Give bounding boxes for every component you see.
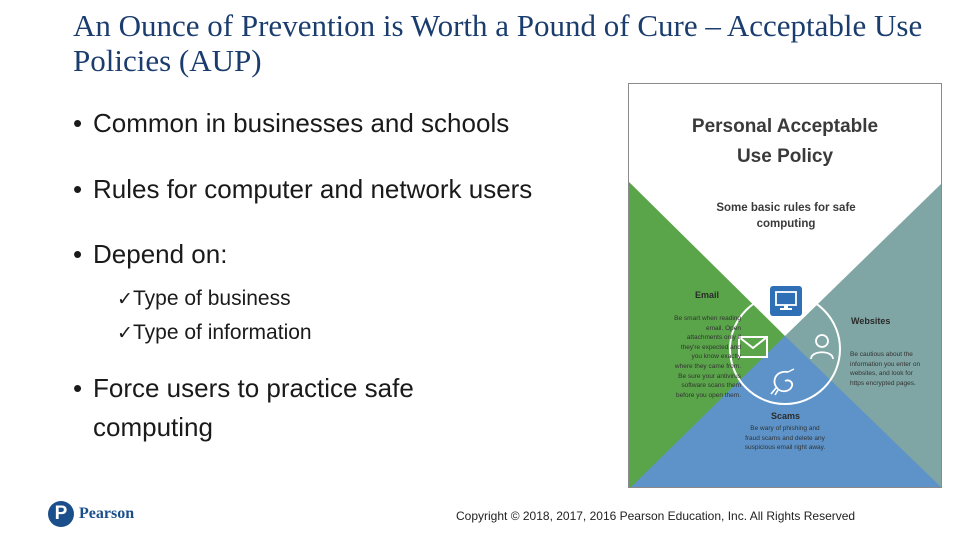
bullet-dot: •: [73, 239, 83, 269]
user-icon: [809, 332, 835, 360]
email-line: software scans them: [681, 382, 741, 390]
bullet-text: Force users to practice safe: [93, 373, 414, 403]
scams-line: fraud scams and delete any: [745, 434, 825, 442]
monitor-icon: [770, 286, 802, 316]
aup-infographic: [628, 83, 942, 488]
email-heading: Email: [695, 290, 720, 300]
email-line: you know exactly: [691, 353, 741, 361]
bullet-dot: •: [73, 174, 83, 204]
scams-line: suspicious email right away.: [744, 444, 826, 452]
email-line: Be smart when reading: [674, 315, 741, 322]
scams-text: [725, 424, 845, 453]
pearson-logo-text: Pearson: [79, 505, 135, 522]
infographic-subtitle-line: computing: [756, 218, 816, 230]
infographic-title-line: Personal Acceptable: [691, 116, 879, 137]
shrimp-icon: [768, 367, 798, 397]
checkmark-icon: ✓: [117, 323, 133, 344]
email-line: email. Open: [705, 324, 741, 332]
websites-line: websites, and look for: [850, 370, 913, 378]
sub-bullet-item: [117, 316, 312, 351]
sub-bullet-text: Type of business: [133, 287, 291, 310]
email-text: [641, 314, 741, 400]
bullet-dot: •: [73, 108, 83, 138]
bullet-text: Rules for computer and network users: [93, 174, 533, 204]
websites-heading: Websites: [851, 316, 891, 326]
bullet-text: Depend on:: [93, 239, 228, 269]
infographic-title-line: Use Policy: [736, 146, 834, 167]
bullet-item: [73, 371, 414, 405]
scams-heading: Scams: [771, 411, 801, 421]
envelope-icon: [738, 336, 768, 358]
websites-text: [850, 350, 940, 388]
sub-bullet-item: [117, 282, 291, 317]
bullet-dot: •: [73, 373, 83, 403]
infographic-subtitle: [691, 200, 881, 232]
bullet-item: [73, 106, 509, 140]
websites-line: information you enter on: [850, 360, 921, 368]
bullet-text: Common in businesses and schools: [93, 108, 510, 138]
email-line: before you open them.: [675, 391, 741, 399]
bullet-item: [73, 172, 532, 206]
bullet-item: [73, 237, 227, 271]
email-line: attachments only if: [686, 334, 741, 342]
copyright-notice: Copyright © 2018, 2017, 2016 Pearson Education, Inc. All Rights Reserved: [456, 509, 856, 523]
slide-title: An Ounce of Prevention is Worth a Pound of Cure – Acceptable Use Policies (AUP): [73, 8, 923, 78]
bullet-continuation: computing: [93, 412, 213, 442]
infographic-subtitle-line: Some basic rules for safe: [716, 202, 856, 214]
email-line: they're expected and: [680, 343, 741, 351]
pearson-logo: [48, 501, 158, 527]
email-line: Be sure your antivirus: [678, 372, 741, 380]
scams-line: Be wary of phishing and: [750, 425, 820, 432]
pearson-logo-mark: P: [48, 501, 74, 527]
websites-line: Be cautious about the: [850, 351, 913, 358]
email-line: where they came from.: [674, 362, 741, 370]
checkmark-icon: ✓: [117, 289, 133, 310]
sub-bullet-text: Type of information: [133, 321, 312, 344]
infographic-title: [629, 112, 941, 172]
websites-line: https encrypted pages.: [850, 379, 916, 387]
